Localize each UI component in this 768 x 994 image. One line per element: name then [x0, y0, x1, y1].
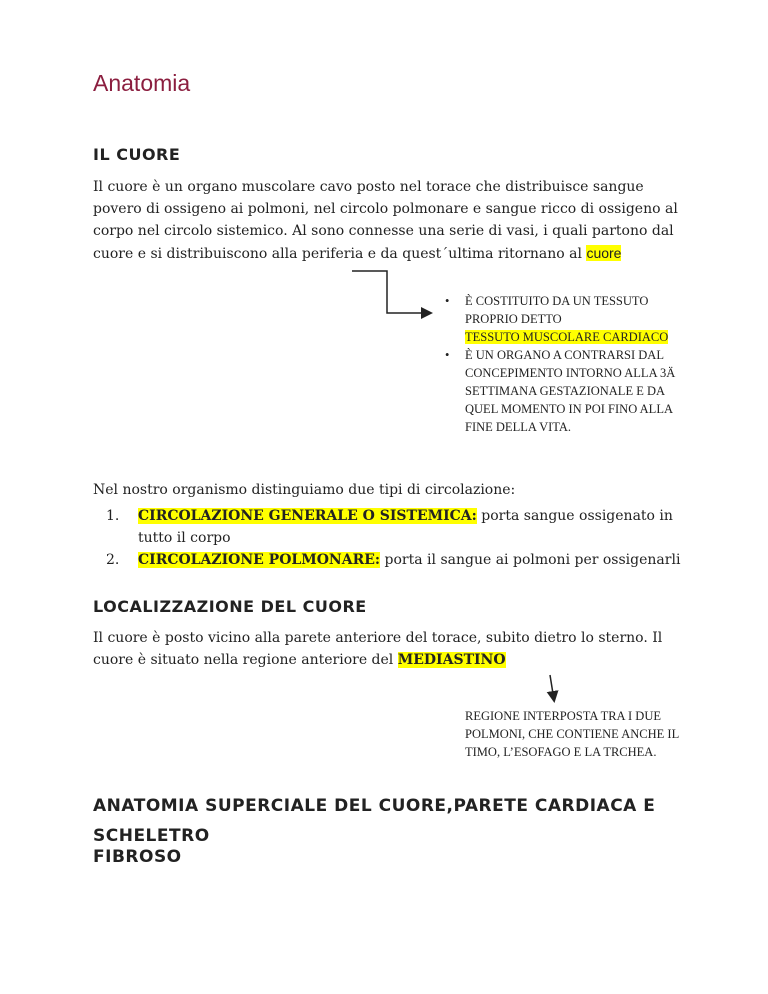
- bullet-icon: •: [445, 348, 450, 362]
- note-item-1-text: È COSTITUITO DA UN TESSUTO PROPRIO DETTO: [465, 294, 649, 326]
- list-number: 2.: [106, 552, 120, 568]
- circulation-item-2-desc: porta il sangue ai polmoni per ossigenarli: [380, 552, 681, 568]
- heading-anatomia-line2: SCHELETRO: [93, 826, 210, 846]
- heading-localizzazione: LOCALIZZAZIONE DEL CUORE: [93, 597, 367, 616]
- highlight-mediastino: MEDIASTINO: [397, 652, 506, 668]
- circulation-item-1-desc: porta sangue ossigenato in tutto il corpo: [138, 508, 673, 546]
- document-title: Anatomia: [93, 70, 191, 96]
- circulation-intro: Nel nostro organismo distinguiamo due tipi di circolazione:: [93, 482, 516, 498]
- arrow-cuore-note: [352, 271, 430, 313]
- note-item-2-text: È UN ORGANO A CONTRARSI DAL CONCEPIMENTO INTORNO ALLA 3Ä SETTIMANA GESTAZIONALE E DA QUEL MOMENTO IN POI FINO ALLA FINE DELLA VITA.: [465, 348, 676, 434]
- heading-anatomia-line1: ANATOMIA SUPERCIALE DEL CUORE,PARETE CARDIACA E: [93, 796, 656, 816]
- heading-il-cuore: IL CUORE: [93, 145, 181, 164]
- list-number: 1.: [106, 508, 120, 524]
- bullet-icon: •: [445, 294, 450, 308]
- arrow-mediastino-note: [550, 675, 554, 700]
- circulation-item-2-term: CIRCOLAZIONE POLMONARE:: [138, 552, 381, 568]
- highlight-cuore: cuore: [586, 245, 622, 261]
- heading-fibroso: FIBROSO: [93, 847, 182, 867]
- note-item-1-highlight: TESSUTO MUSCOLARE CARDIACO: [465, 330, 669, 344]
- paragraph-cuore-text: Il cuore è un organo muscolare cavo posto nel torace che distribuisce sangue povero di ossigeno ai polmoni, nel circolo polmonare e sangue ricco di ossigeno al corpo nel circolo sistemico. Al sono connesse una serie di vasi, i quali partono dal cuore e si distribuiscono alla periferia e da quest´ultima ritornano al: [93, 179, 678, 262]
- paragraph-localizzazione-text: Il cuore è posto vicino alla parete anteriore del torace, subito dietro lo sterno. Il cuore è situato nella regione anteriore del: [93, 630, 663, 668]
- note-mediastino: REGIONE INTERPOSTA TRA I DUE POLMONI, CHE CONTIENE ANCHE IL TIMO, L’ESOFAGO E LA TRCHEA.: [465, 709, 679, 759]
- circulation-item-1-term: CIRCOLAZIONE GENERALE O SISTEMICA:: [138, 508, 477, 524]
